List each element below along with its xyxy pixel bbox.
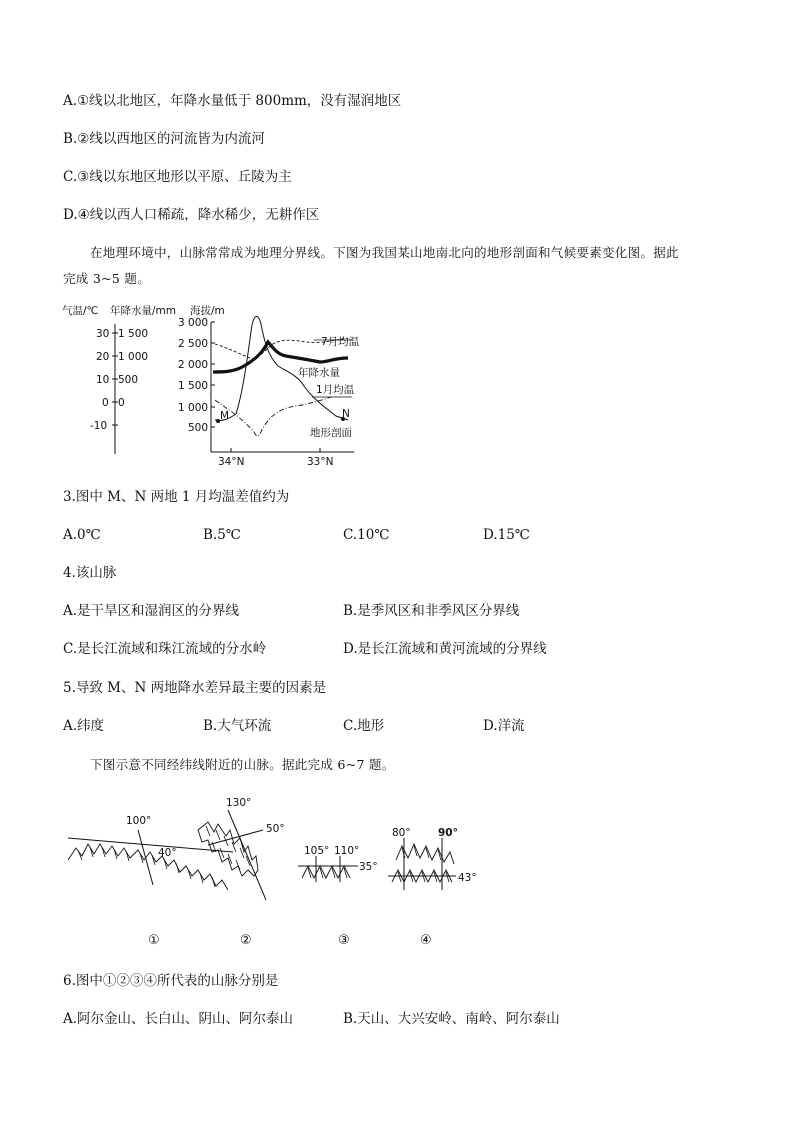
mountain-4 — [388, 827, 477, 948]
q4-option-b: B.是季风区和非季风区分界线 — [343, 603, 520, 619]
q3-option-a: A.0℃ — [63, 527, 101, 543]
axis-title-precip: 年降水量/mm — [110, 305, 176, 317]
precip-label: 年降水量 — [298, 367, 340, 379]
elev-tick-500: 500 — [188, 422, 209, 434]
temp-tick-20: 20 — [96, 351, 110, 363]
m3-lat-label: 35° — [359, 861, 378, 873]
q2-option-a: A.①线以北地区，年降水量低于 800mm，没有湿润地区 — [63, 93, 402, 109]
q4-option-a: A.是干旱区和湿润区的分界线 — [63, 603, 240, 619]
july-temp-label: 7月均温 — [321, 336, 360, 348]
m4-lon1-label: 80° — [392, 827, 411, 839]
x-tick-34n: 34°N — [218, 456, 245, 468]
m2-number: ② — [240, 933, 252, 948]
m1-lon-label: 100° — [126, 815, 152, 827]
climate-profile-figure — [58, 296, 368, 472]
elev-tick-2000: 2 000 — [178, 359, 209, 371]
precip-tick-1000: 1 000 — [118, 351, 149, 363]
elev-tick-3000: 3 000 — [178, 317, 209, 329]
q5-option-d: D.洋流 — [483, 718, 525, 734]
m4-number: ④ — [420, 933, 432, 948]
m2-lon-label: 130° — [226, 797, 252, 809]
elev-tick-2500: 2 500 — [178, 338, 209, 350]
mountains-figure — [58, 790, 498, 950]
q3-option-d: D.15℃ — [483, 527, 530, 543]
precip-tick-0: 0 — [118, 397, 125, 409]
axis-title-elev: 海拔/m — [190, 305, 225, 317]
jan-temp-label: 1月均温 — [316, 384, 355, 396]
precip-tick-1500: 1 500 — [118, 328, 149, 340]
m3-lon2-label: 110° — [334, 845, 360, 857]
q4-option-d: D.是长江流域和黄河流域的分界线 — [343, 641, 547, 657]
q2-option-d: D.④线以西人口稀疏，降水稀少，无耕作区 — [63, 207, 320, 223]
q4-option-c: C.是长江流域和珠江流域的分水岭 — [63, 641, 267, 657]
q5-stem: 5.导致 M、N 两地降水差异最主要的因素是 — [63, 680, 327, 696]
q3-option-b: B.5℃ — [203, 527, 241, 543]
q6-option-a: A.阿尔金山、长白山、阴山、阿尔泰山 — [63, 1011, 294, 1027]
mountain-1 — [68, 815, 233, 948]
m3-number: ③ — [338, 933, 350, 948]
q5-option-b: B.大气环流 — [203, 718, 272, 734]
q3-option-c: C.10℃ — [343, 527, 390, 543]
point-n-label: N — [342, 408, 350, 420]
elev-tick-1500: 1 500 — [178, 380, 209, 392]
terrain-profile-label: 地形剖面 — [310, 427, 352, 439]
m1-lat-label: 40° — [158, 847, 177, 859]
q6-stem: 6.图中①②③④所代表的山脉分别是 — [63, 973, 279, 989]
temp-tick-30: 30 — [96, 328, 110, 340]
temp-tick-neg10: -10 — [90, 420, 108, 432]
intro-paragraph-1-cont: 完成 3~5 题。 — [63, 271, 151, 286]
mountain-3 — [298, 845, 378, 948]
m1-number: ① — [148, 933, 160, 948]
temp-tick-10: 10 — [96, 374, 110, 386]
q2-option-b: B.②线以西地区的河流皆为内流河 — [63, 131, 265, 147]
intro-paragraph-1: 在地理环境中，山脉常常成为地理分界线。下图为我国某山地南北向的地形剖面和气候要素变化图。据此 — [90, 245, 679, 260]
q3-stem: 3.图中 M、N 两地 1 月均温差值约为 — [63, 489, 290, 505]
q4-stem: 4.该山脉 — [63, 565, 117, 581]
temp-tick-0: 0 — [102, 397, 109, 409]
axis-title-temp: 气温/℃ — [62, 305, 99, 317]
mountain-2 — [198, 797, 285, 948]
q5-option-c: C.地形 — [343, 718, 385, 734]
intro-paragraph-2: 下图示意不同经纬线附近的山脉。据此完成 6~7 题。 — [90, 757, 395, 772]
point-m-label: M — [220, 410, 230, 422]
m3-lon1-label: 105° — [304, 845, 330, 857]
precip-tick-500: 500 — [118, 374, 139, 386]
q2-option-c: C.③线以东地区地形以平原、丘陵为主 — [63, 169, 292, 185]
elev-tick-1000: 1 000 — [178, 402, 209, 414]
m4-lon2-label: 90° — [438, 827, 458, 839]
q6-option-b: B.天山、大兴安岭、南岭、阿尔泰山 — [343, 1011, 560, 1027]
m2-lat-label: 50° — [266, 823, 285, 835]
x-tick-33n: 33°N — [307, 456, 334, 468]
m4-lat-label: 43° — [458, 872, 477, 884]
q5-option-a: A.纬度 — [63, 718, 105, 734]
